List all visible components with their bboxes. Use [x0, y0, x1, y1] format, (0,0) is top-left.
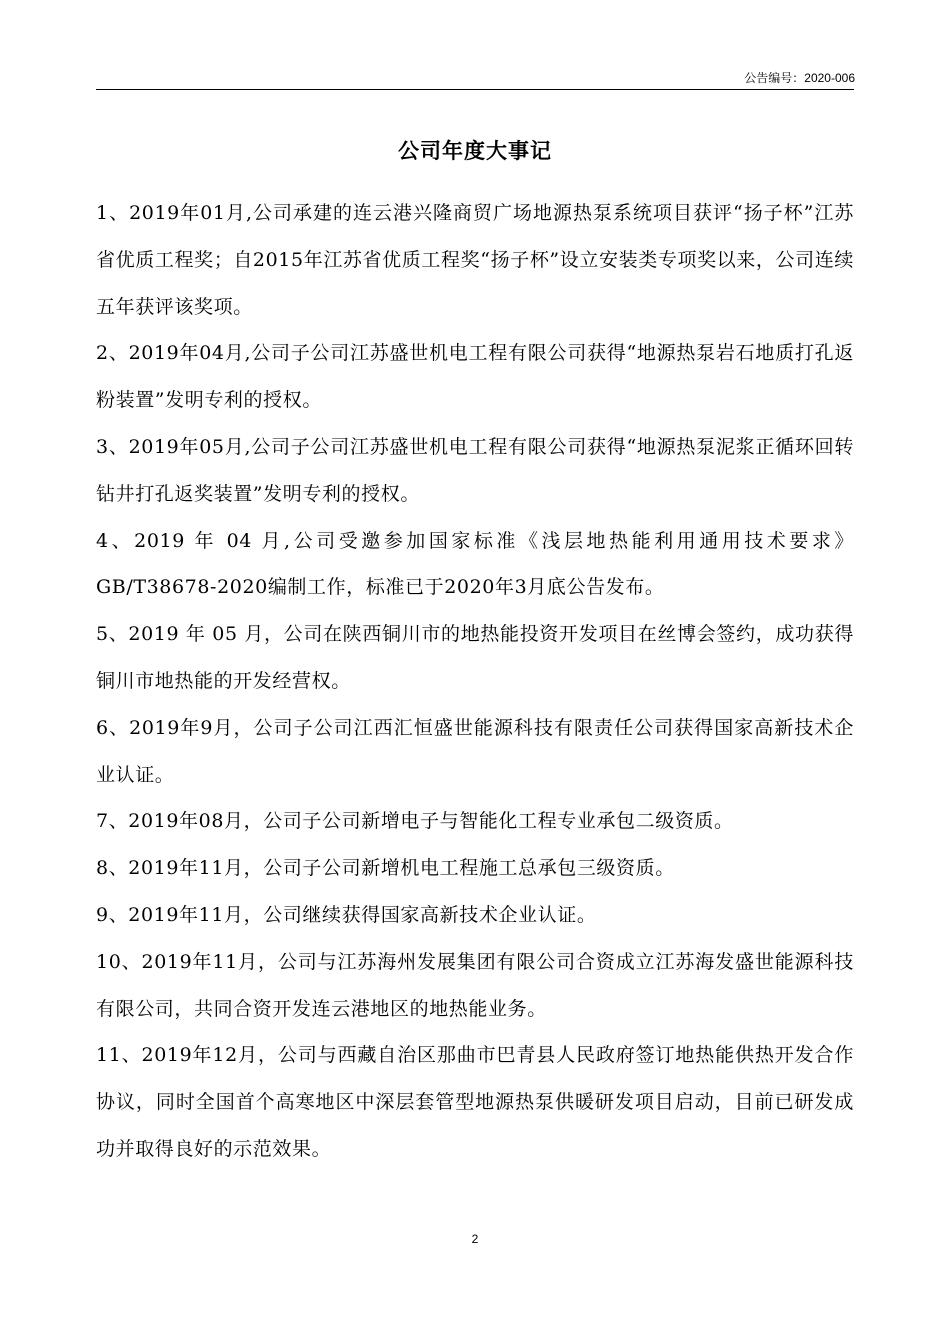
event-item-10: 10、2019年11月，公司与江苏海州发展集团有限公司合资成立江苏海发盛世能源科技有限公司，共同合资开发连云港地区的地热能业务。: [96, 950, 854, 1020]
event-item-8: 8、2019年11月，公司子公司新增机电工程施工总承包三级资质。: [96, 857, 675, 880]
event-item-1: 1、2019年01月,公司承建的连云港兴隆商贸广场地源热泵系统项目获评“扬子杯”江苏省优质工程奖；自2015年江苏省优质工程奖“扬子杯”设立安装类专项奖以来，公司连续五年获评该奖项。: [96, 202, 854, 318]
event-item-11: 11、2019年12月，公司与西藏自治区那曲市巴青县人民政府签订地热能供热开发合作协议，同时全国首个高寒地区中深层套管型地源热泵供暖研发项目启动，目前已研发成功并取得良好的示范效果。: [96, 1044, 854, 1160]
event-item-3: 3、2019年05月,公司子公司江苏盛世机电工程有限公司获得“地源热泵泥浆正循环回转钻井打孔返奖装置”发明专利的授权。: [96, 435, 854, 505]
event-item-7: 7、2019年08月，公司子公司新增电子与智能化工程专业承包二级资质。: [96, 810, 734, 833]
page-number: 2: [471, 1232, 479, 1246]
header-divider: [96, 89, 854, 90]
document-title: 公司年度大事记: [398, 139, 552, 163]
event-item-6: 6、2019年9月，公司子公司江西汇恒盛世能源科技有限责任公司获得国家高新技术企业认证。: [96, 716, 854, 786]
announcement-number: 公告编号：2020-006: [744, 71, 855, 85]
event-item-9: 9、2019年11月，公司继续获得国家高新技术企业认证。: [96, 903, 597, 926]
event-list: [96, 190, 854, 1173]
event-item-4: 4、2019 年 04 月,公司受邀参加国家标准《浅层地热能利用通用技术要求》GB/T38678-2020编制工作，标准已于2020年3月底公告发布。: [96, 529, 854, 599]
event-item-5: 5、2019 年 05 月，公司在陕西铜川市的地热能投资开发项目在丝博会签约，成功获得铜川市地热能的开发经营权。: [96, 623, 854, 692]
event-item-2: 2、2019年04月,公司子公司江苏盛世机电工程有限公司获得“地源热泵岩石地质打孔返粉装置”发明专利的授权。: [96, 342, 854, 412]
